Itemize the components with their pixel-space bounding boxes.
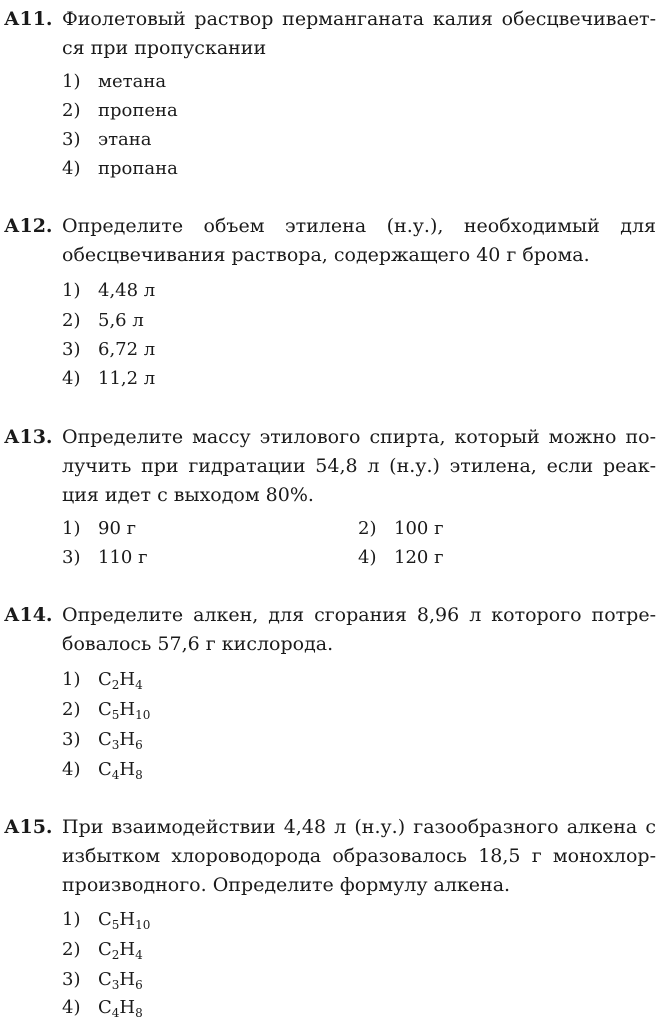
stem-line: обесцвечивания раствора, содержащего 40 г брома. [62, 244, 590, 266]
question-number: А15. [4, 816, 53, 838]
stem-line: ция идет с выходом 80%. [62, 484, 314, 506]
formula: $C_2H_4$ [98, 939, 143, 962]
question-number: А12. [4, 215, 53, 237]
answer-option: 1) 90 г [62, 518, 137, 539]
answer-option: 1) метана [62, 71, 167, 92]
answer-option: 2) 5,6 л [62, 310, 144, 331]
formula: $C_3H_6$ [98, 969, 143, 992]
question-stem [62, 813, 656, 900]
answer-option: 4) 11,2 л [62, 368, 156, 389]
answer-option: 2) пропена [62, 100, 178, 121]
question-stem [62, 5, 656, 63]
formula: $C_5H_{10}$ [98, 699, 151, 722]
answer-option: 2) 100 г [358, 518, 444, 539]
formula: $C_2H_4$ [98, 669, 143, 692]
formula: $C_3H_6$ [98, 729, 143, 752]
stem-line: бовалось 57,6 г кислорода. [62, 633, 334, 655]
stem-line: производного. Определите формулу алкена. [62, 874, 511, 896]
question-stem [62, 212, 656, 270]
answer-option: 1) $C_2H_4$ [62, 669, 143, 692]
question-number: А14. [4, 604, 53, 626]
formula: $C_5H_{10}$ [98, 909, 151, 932]
formula: $C_4H_8$ [98, 759, 143, 782]
answer-option: 2) $C_2H_4$ [62, 939, 143, 962]
stem-line: Фиолетовый раствор перманганата калия обесцвечивает- [62, 8, 656, 30]
answer-option: 3) $C_3H_6$ [62, 729, 143, 752]
answer-option: 3) $C_3H_6$ [62, 969, 143, 992]
formula: $C_4H_8$ [98, 997, 143, 1020]
answer-option: 2) $C_5H_{10}$ [62, 699, 151, 722]
answer-option: 4) пропана [62, 158, 178, 179]
answer-option: 1) 4,48 л [62, 280, 156, 301]
stem-line: избытком хлороводорода образовалось 18,5 г монохлор- [62, 845, 656, 867]
answer-option: 3) этана [62, 129, 152, 150]
question-number: А13. [4, 426, 53, 448]
answer-option: 3) 110 г [62, 547, 148, 568]
question-stem [62, 423, 656, 510]
answer-option: 4) $C_4H_8$ [62, 759, 143, 782]
stem-line: При взаимодействии 4,48 л (н.у.) газообразного алкена с [62, 816, 656, 838]
stem-line: Определите алкен, для сгорания 8,96 л которого потре- [62, 604, 656, 626]
question-stem [62, 601, 656, 659]
answer-option: 3) 6,72 л [62, 339, 156, 360]
stem-line: Определите массу этилового спирта, который можно по- [62, 426, 656, 448]
question-number: А11. [4, 8, 53, 30]
stem-line: ся при пропускании [62, 37, 267, 59]
stem-line: Определите объем этилена (н.у.), необходимый для [62, 215, 656, 237]
answer-option: 4) 120 г [358, 547, 444, 568]
stem-line: лучить при гидратации 54,8 л (н.у.) этилена, если реак- [62, 455, 656, 477]
answer-option: 1) $C_5H_{10}$ [62, 909, 151, 932]
answer-option: 4) $C_4H_8$ [62, 997, 143, 1020]
